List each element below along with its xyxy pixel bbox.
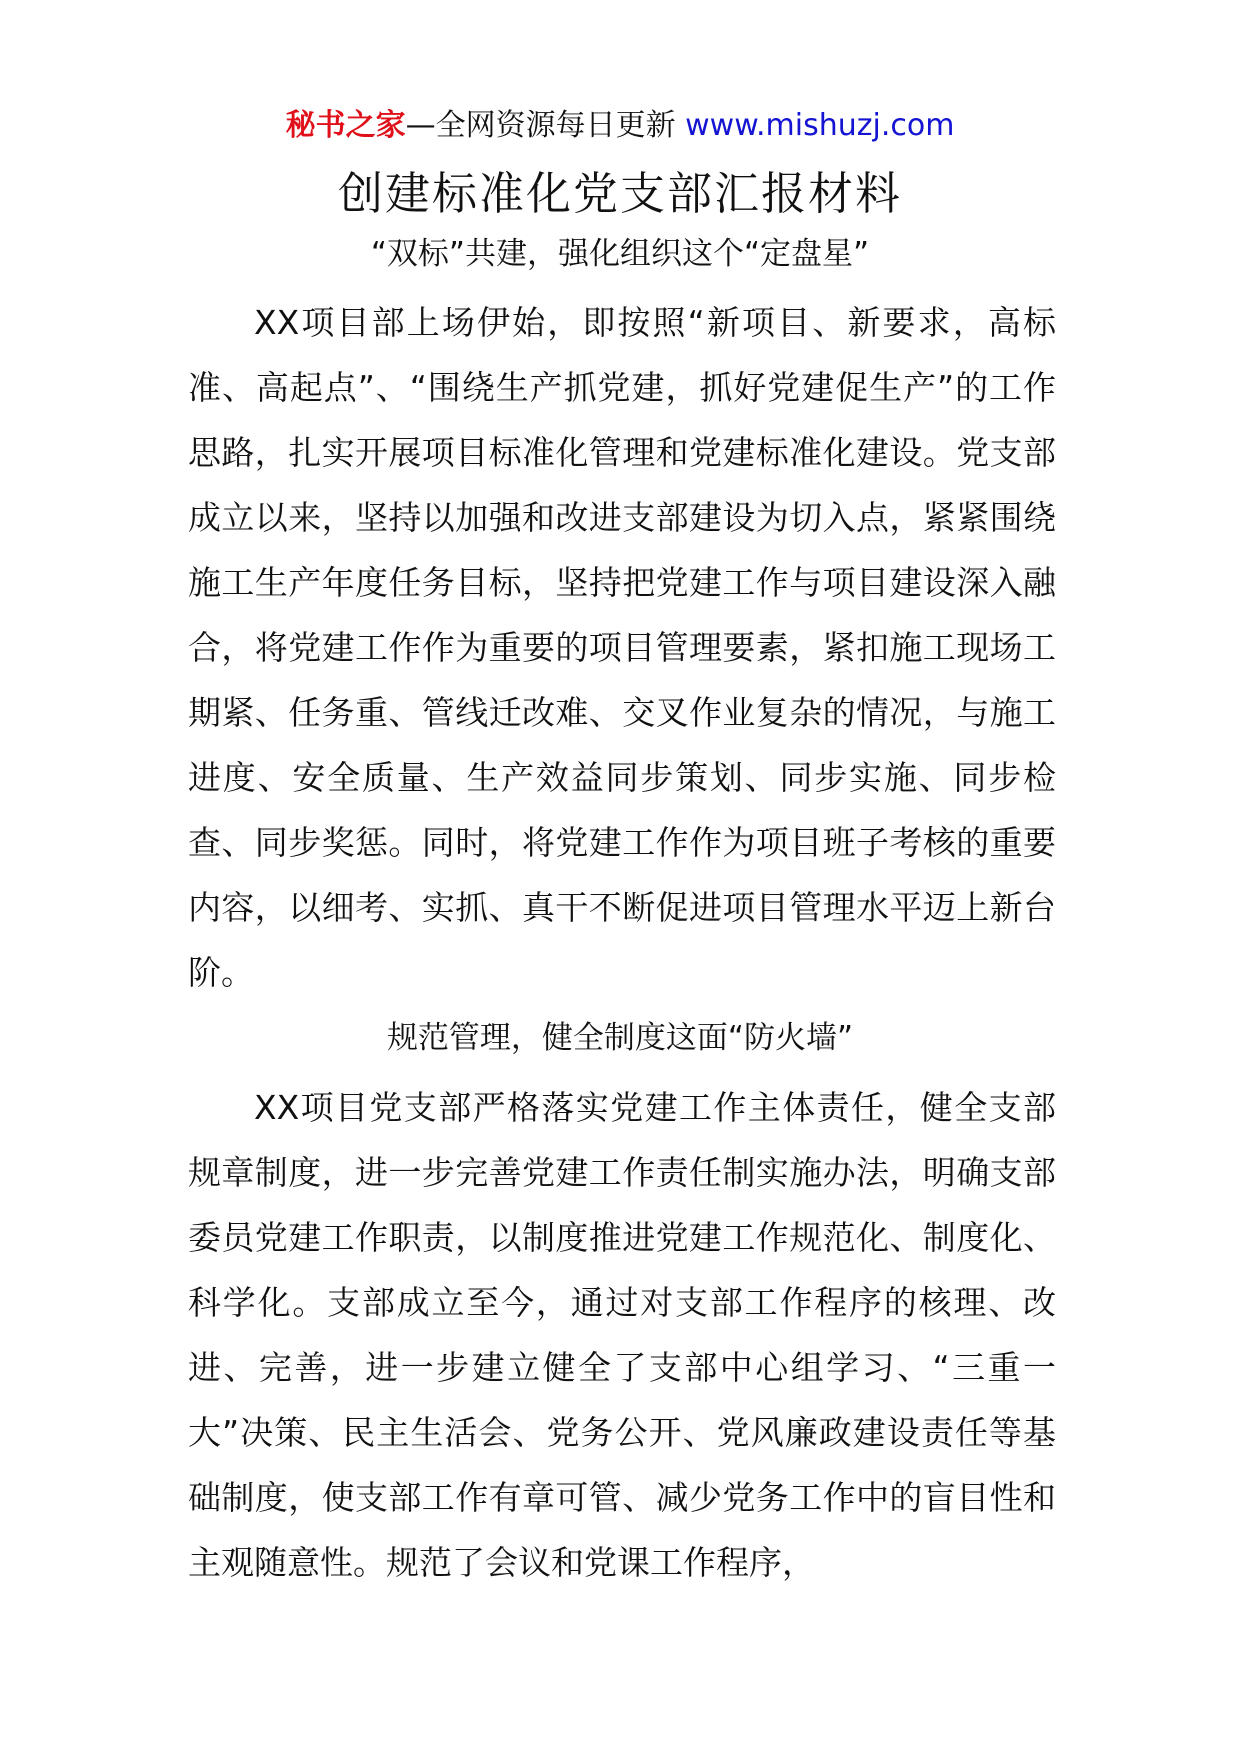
section-heading-1: “双标”共建，强化组织这个“定盘星” (370, 236, 870, 272)
site-url-link[interactable]: www.mishuzj.com (685, 108, 955, 143)
site-header (0, 104, 1240, 148)
section-heading-2: 规范管理，健全制度这面“防火墙” (386, 1020, 854, 1056)
document-title: 创建标准化党支部汇报材料 (337, 167, 902, 220)
site-brand: 秘书之家 (285, 108, 406, 143)
section-body-1: XX项目部上场伊始，即按照“新项目、新要求，高标准、高起点”、“围绕生产抓党建，抓好党建促生产”的工作思路，扎实开展项目标准化管理和党建标准化建设。党支部成立以来，坚持以加强和改进支部建设为切入点，紧紧围绕施工生产年度任务目标，坚持把党建工作与项目建设深入融合，将党建工作作为重要的项目管理要素，紧扣施工现场工期紧、任务重、管线迁改难、交叉作业复杂的情况，与施工进度、安全质量、生产效益同步策划、同步实施、同步检查、同步奖惩。同时，将党建工作作为项目班子考核的重要内容，以细考、实抓、真干不断促进项目管理水平迈上新台阶。 (188, 303, 1056, 992)
section-body-2: XX项目党支部严格落实党建工作主体责任，健全支部规章制度，进一步完善党建工作责任制实施办法，明确支部委员党建工作职责，以制度推进党建工作规范化、制度化、科学化。支部成立至今，通过对支部工作程序的核理、改进、完善，进一步建立健全了支部中心组学习、“三重一大”决策、民主生活会、党务公开、党风廉政建设责任等基础制度，使支部工作有章可管、减少党务工作中的盲目性和主观随意性。规范了会议和党课工作程序， (188, 1088, 1056, 1582)
site-tagline: —全网资源每日更新 (405, 108, 676, 143)
